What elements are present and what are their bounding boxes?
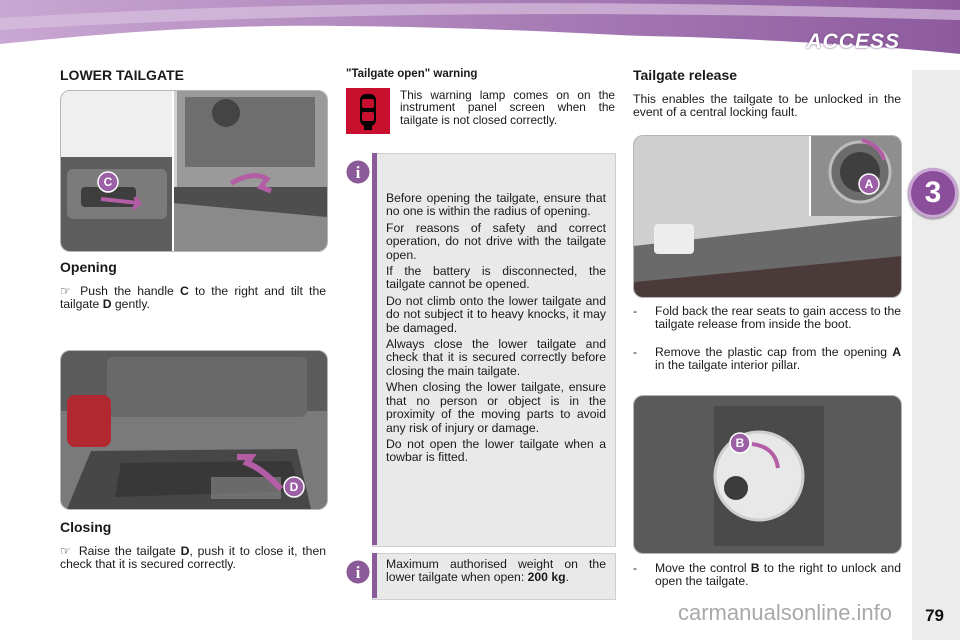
svg-text:i: i bbox=[355, 563, 361, 582]
section-title-lower-tailgate: LOWER TAILGATE bbox=[60, 67, 184, 83]
callout-b bbox=[729, 432, 751, 454]
weight-info-text: Maximum authorised weight on the lower tailgate when open: 200 kg. bbox=[386, 557, 606, 585]
pointing-hand-icon: ☞ bbox=[60, 544, 71, 558]
opening-instruction: ☞ Push the handle C to the right and tilt the tailgate D gently. bbox=[60, 284, 326, 312]
safety-info-text bbox=[386, 192, 606, 468]
info-icon bbox=[344, 558, 372, 586]
svg-text:B: B bbox=[735, 436, 745, 450]
chapter-sidebar bbox=[912, 70, 960, 640]
tailgate-release-control-illustration bbox=[633, 395, 902, 554]
heading-tailgate-release: Tailgate release bbox=[633, 67, 738, 83]
tailgate-release-cap-illustration bbox=[633, 135, 902, 298]
info-paragraph: If the battery is disconnected, the tailgate cannot be opened. bbox=[386, 264, 606, 292]
pointing-hand-icon: ☞ bbox=[60, 284, 71, 298]
release-step-2: - Remove the plastic cap from the opening A in the tailgate interior pillar. bbox=[633, 345, 901, 373]
svg-text:A: A bbox=[864, 177, 874, 191]
info-paragraph: Do not climb onto the lower tailgate and do not subject it to heavy knocks, it may be damaged. bbox=[386, 293, 606, 335]
warning-title: "Tailgate open" warning bbox=[346, 68, 478, 80]
info-icon bbox=[344, 158, 372, 186]
page-number: 79 bbox=[925, 606, 944, 625]
tailgate-open-warning-icon bbox=[346, 88, 390, 134]
warning-description: This warning lamp comes on on the instrument panel screen when the tailgate is not closed correctly. bbox=[400, 88, 615, 127]
svg-text:i: i bbox=[355, 163, 361, 182]
info-box-accent-bar bbox=[372, 553, 377, 598]
chapter-number-tab[interactable]: 3 bbox=[908, 168, 958, 218]
svg-text:C: C bbox=[103, 175, 113, 189]
callout-d bbox=[283, 476, 305, 498]
tailgate-release-intro: This enables the tailgate to be unlocked in the event of a central locking fault. bbox=[633, 92, 901, 120]
callout-a bbox=[858, 173, 880, 195]
info-box-accent-bar bbox=[372, 153, 377, 545]
info-paragraph: For reasons of safety and correct operation, do not drive with the tailgate open. bbox=[386, 220, 606, 262]
lower-tailgate-closing-illustration bbox=[60, 350, 328, 510]
watermark: carmanualsonline.info bbox=[678, 600, 893, 625]
callout-c bbox=[97, 171, 119, 193]
lower-tailgate-opening-illustration bbox=[60, 90, 328, 252]
info-paragraph: Do not open the lower tailgate when a towbar is fitted. bbox=[386, 436, 606, 465]
release-step-3: - Move the control B to the right to unlock and open the tailgate. bbox=[633, 561, 901, 589]
chapter-title: ACCESS bbox=[806, 30, 900, 53]
heading-opening: Opening bbox=[60, 259, 117, 275]
info-paragraph: When closing the lower tailgate, ensure that no person or object is in the proximity of the moving parts to avoid any risk of injury or damage. bbox=[386, 380, 606, 435]
release-step-1: - Fold back the rear seats to gain access to the tailgate release from inside the boot. bbox=[633, 304, 901, 332]
info-paragraph: Before opening the tailgate, ensure that no one is within the radius of opening. bbox=[386, 191, 606, 219]
info-paragraph: Always close the lower tailgate and check that it is secured correctly before closing the main tailgate. bbox=[386, 337, 606, 378]
closing-instruction: ☞ Raise the tailgate D, push it to close it, then check that it is secured correctly. bbox=[60, 544, 327, 572]
svg-text:D: D bbox=[289, 480, 299, 494]
heading-closing: Closing bbox=[60, 519, 112, 535]
